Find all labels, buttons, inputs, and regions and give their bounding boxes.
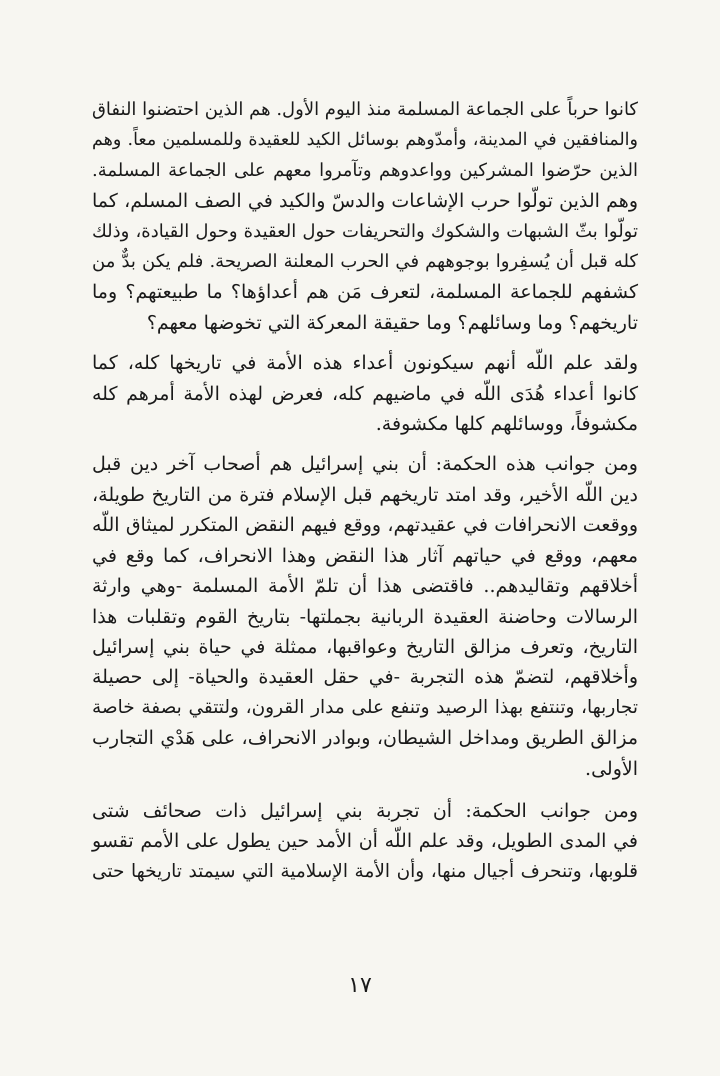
text-line: ومن جوانب هذه الحكمة: أن بني إسرائيل هم أصحاب آخر دين قبل: [92, 453, 638, 476]
text-line: وأخلاقهم، لتضمّ هذه التجربة -في حقل العقيدة والحياة- إلى حصيلة: [92, 666, 638, 689]
text-line: الأولى.: [585, 757, 638, 780]
text-line: ومن جوانب الحكمة: أن تجربة بني إسرائيل ذات صحائف شتى: [92, 799, 638, 822]
text-line: أخلاقهم وتقاليدهم.. فاقتضى هذا أن تلمّ الأمة المسلمة -وهي وارثة: [92, 575, 638, 598]
text-line: كانوا حرباً على الجماعة المسلمة منذ اليوم الأول. هم الذين احتضنوا النفاق: [91, 99, 638, 120]
paragraph-3: [92, 449, 638, 783]
text-line: تاريخهم؟ وما وسائلهم؟ وما حقيقة المعركة التي تخوضها معهم؟: [146, 311, 638, 334]
text-line: قلوبها، وتنحرف أجيال منها، وأن الأمة الإسلامية التي سيمتد تاريخها حتى: [92, 860, 638, 882]
text-line: معهم، ووقع في حياتهم آثار هذا النقض وهذا الانحراف، كما وقع في: [92, 544, 638, 567]
paragraph-2: [92, 348, 638, 439]
text-line: والمنافقين في المدينة، وأمدّوهم بوسائل الكيد للعقيدة وللمسلمين معاً. وهم: [92, 130, 638, 151]
page-body: [92, 95, 638, 887]
text-line: التاريخ، وتعرف مزالق التاريخ وعواقبها، ممثلة في حياة بني إسرائيل: [92, 635, 638, 658]
text-line: ووقعت الانحرافات في عقيدتهم، ووقع فيهم النقض المتكرر لميثاق اللّه: [92, 514, 638, 537]
page-number: ١٧: [348, 973, 372, 998]
text-line: ولقد علم اللّه أنهم سيكونون أعداء هذه الأمة في تاريخها كله، كما: [92, 352, 638, 375]
text-line: مكشوفاً، ووسائلهم كلها مكشوفة.: [375, 413, 638, 436]
text-line: تجاربها، وتنتفع بهذا الرصيد وتنفع على مدار القرون، ولتتقي بصفة خاصة: [92, 696, 638, 718]
text-line: كانوا أعداء هُدَى اللّه في ماضيهم كله، فعرض لهذه الأمة أمرهم كله: [92, 382, 638, 405]
text-line: في المدى الطويل، وقد علم اللّه أن الأمد حين يطول على الأمم تقسو: [92, 830, 638, 853]
text-line: تولّوا بثّ الشبهات والشكوك والتحريفات حول العقيدة وحول القيادة، وذلك: [92, 220, 638, 242]
text-line: الرسالات وحاضنة العقيدة الربانية بجملتها- بتاريخ القوم وتقلبات هذا: [92, 605, 638, 628]
paragraph-1: [92, 95, 638, 338]
text-line: مزالق الطريق ومداخل الشيطان، وبوادر الانحراف، على هَدْي التجارب: [92, 727, 638, 750]
text-line: الذين حرّضوا المشركين وواعدوهم وتآمروا معهم على الجماعة المسلمة.: [92, 159, 638, 181]
text-line: كله قبل أن يُسفِروا بوجوههم في الحرب المعلنة الصريحة. فلم يكن بدٌّ من: [92, 251, 638, 273]
text-line: دين اللّه الأخير، وقد امتد تاريخهم قبل الإسلام فترة من التاريخ طويلة،: [92, 483, 638, 506]
paragraph-4: [92, 796, 638, 887]
text-line: وهم الذين تولّوا حرب الإشاعات والدسّ والكيد في الصف المسلم، كما: [92, 190, 638, 213]
text-line: كشفهم للجماعة المسلمة، لتعرف مَن هم أعداؤها؟ ما طبيعتهم؟ وما: [92, 281, 638, 304]
